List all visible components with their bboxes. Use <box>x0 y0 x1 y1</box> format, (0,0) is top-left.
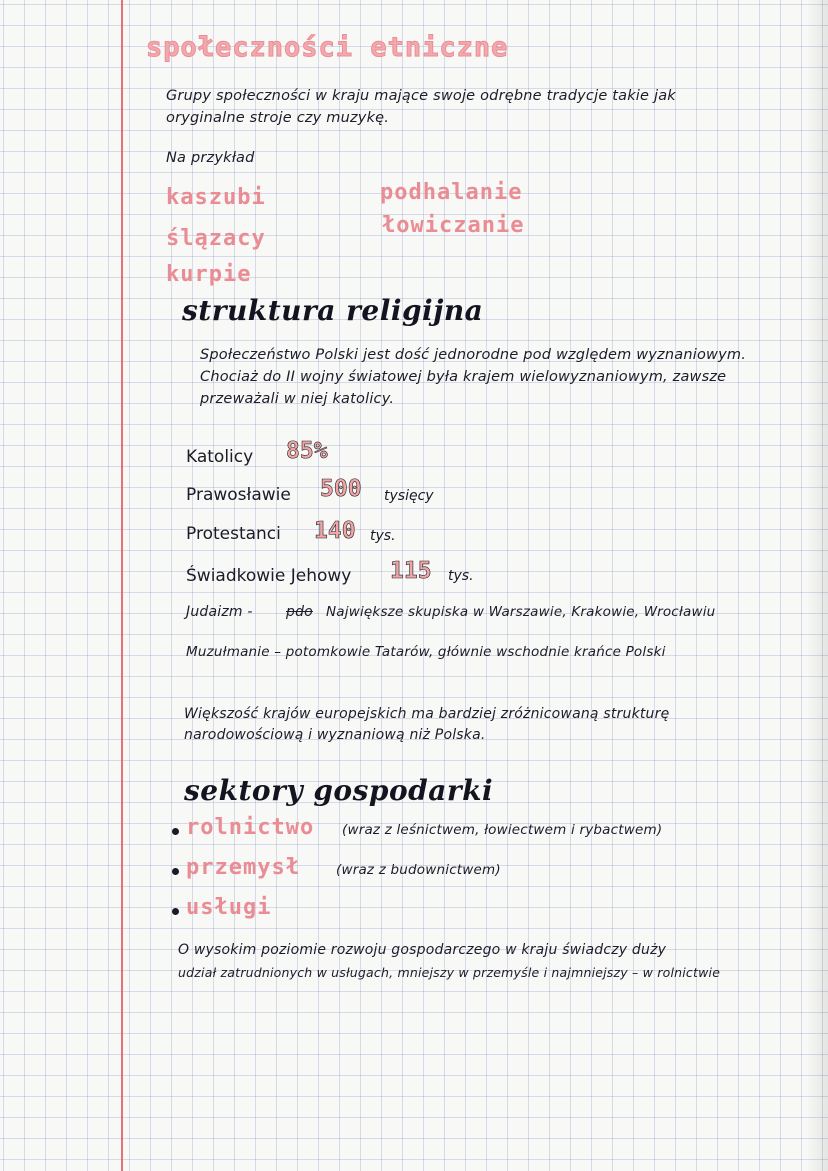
religion-line-3: przeważali w niej katolicy. <box>200 391 395 407</box>
page-edge-shadow <box>806 0 828 1171</box>
stat-label-prawoslawie: Prawosławie <box>186 485 291 505</box>
judaism-label: Judaizm - <box>186 604 253 620</box>
margin-line <box>121 0 123 1171</box>
judaism-text: Największe skupiska w Warszawie, Krakowie, Wrocławiu <box>326 604 716 620</box>
sectors-summary-2: udział zatrudnionych w usługach, mniejszy w przemyśle i najmniejszy – w rolnictwie <box>178 965 721 980</box>
stat-unit-protestanci: tys. <box>370 528 396 544</box>
islam-text: Muzułmanie – potomkowie Tatarów, głównie wschodnie krańce Polski <box>186 644 666 660</box>
intro-line-2: oryginalne stroje czy muzykę. <box>166 110 390 126</box>
bullet-icon <box>172 868 179 875</box>
bullet-icon <box>172 908 179 915</box>
stat-unit-swiadkowie: tys. <box>448 568 474 584</box>
religion-line-2: Chociaż do II wojny światowej była krajem wielowyznaniowym, zawsze <box>200 369 727 385</box>
example-label: Na przykład <box>166 150 255 166</box>
sector-przemysl-note: (wraz z budownictwem) <box>336 862 501 878</box>
judaism-struck: pdo <box>286 604 313 620</box>
stat-label-katolicy: Katolicy <box>186 447 254 467</box>
religion-line-1: Społeczeństwo Polski jest dość jednorodne pod względem wyznaniowym. <box>200 347 747 363</box>
stat-value-swiadkowie: 115 <box>390 558 432 584</box>
stat-label-swiadkowie: Świadkowie Jehowy <box>186 566 352 586</box>
stat-value-protestanci: 140 <box>314 518 356 544</box>
sector-rolnictwo-note: (wraz z leśnictwem, łowiectwem i rybactwem) <box>342 822 663 838</box>
stat-unit-prawoslawie: tysięcy <box>384 488 434 504</box>
group-slazacy: ślązacy <box>166 226 266 251</box>
group-podhalanie: podhalanie <box>380 180 523 205</box>
sectors-heading: sektory gospodarki <box>184 774 494 807</box>
sector-przemysl: przemysł <box>186 855 300 880</box>
religion-heading: struktura religijna <box>182 294 484 327</box>
stat-value-katolicy: 85% <box>286 438 328 464</box>
bullet-icon <box>172 828 179 835</box>
group-lowiczanie: łowiczanie <box>382 213 525 238</box>
sector-uslugi: usługi <box>186 895 272 920</box>
stat-label-protestanci: Protestanci <box>186 524 281 544</box>
stat-value-prawoslawie: 500 <box>320 476 362 502</box>
page-title: społeczności etniczne <box>146 32 509 63</box>
group-kurpie: kurpie <box>166 262 252 287</box>
intro-line-1: Grupy społeczności w kraju mające swoje odrębne tradycje takie jak <box>166 88 676 104</box>
comparison-line-2: narodowościową i wyznaniową niż Polska. <box>184 727 486 743</box>
sector-rolnictwo: rolnictwo <box>186 815 315 840</box>
sectors-summary-1: O wysokim poziomie rozwoju gospodarczego w kraju świadczy duży <box>178 942 667 958</box>
comparison-line-1: Większość krajów europejskich ma bardziej zróżnicowaną strukturę <box>184 706 670 722</box>
group-kaszubi: kaszubi <box>166 185 266 210</box>
